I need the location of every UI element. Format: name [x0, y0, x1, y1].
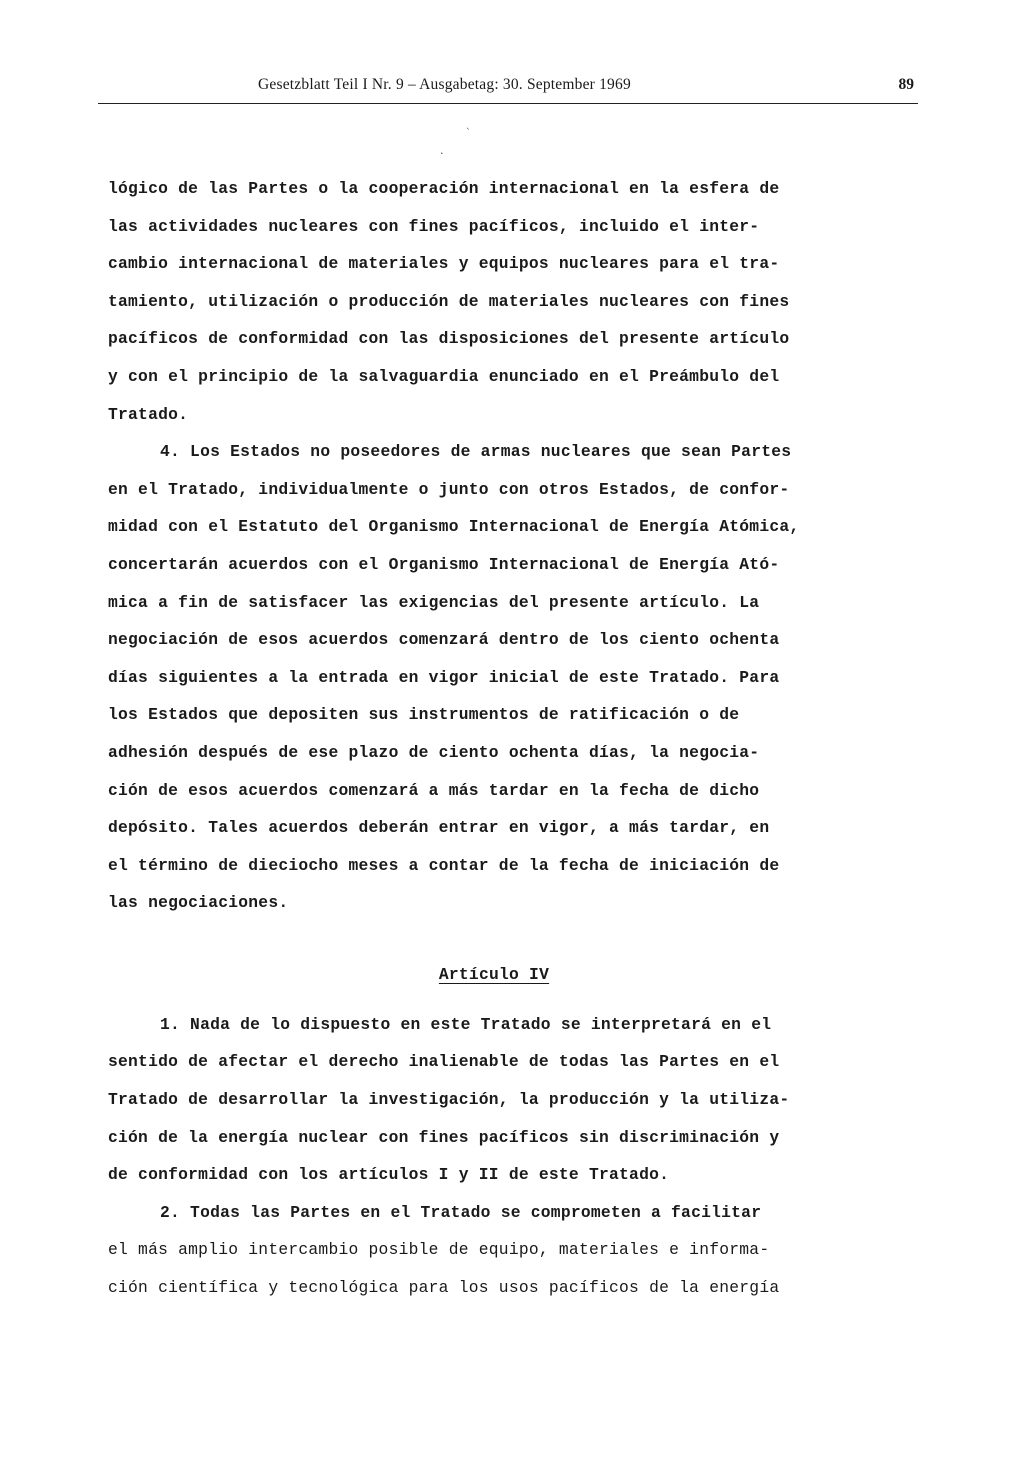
article-paragraph-1	[108, 1006, 880, 1194]
text-line: 2. Todas las Partes en el Tratado se comprometen a facilitar	[160, 1202, 762, 1222]
text-line: en el Tratado, individualmente o junto con otros Estados, de confor-	[108, 479, 790, 499]
paragraph-4	[108, 433, 880, 922]
header-title: Gesetzblatt Teil I Nr. 9 – Ausgabetag: 30. September 1969	[258, 76, 631, 93]
text-line: depósito. Tales acuerdos deberán entrar en vigor, a más tardar, en	[108, 818, 770, 838]
text-line: las negociaciones.	[108, 893, 289, 913]
text-line: Tratado.	[108, 404, 189, 424]
text-line: concertarán acuerdos con el Organismo Internacional de Energía Ató-	[108, 554, 780, 574]
text-line: 4. Los Estados no poseedores de armas nucleares que sean Partes	[160, 442, 792, 462]
header-rule	[98, 103, 918, 104]
text-line: negociación de esos acuerdos comenzará dentro de los ciento ochenta	[108, 630, 780, 650]
text-line: sentido de afectar el derecho inalienable de todas las Partes en el	[108, 1052, 780, 1072]
text-line: 1. Nada de lo dispuesto en este Tratado se interpretará en el	[160, 1014, 772, 1034]
page-number: 89	[898, 76, 914, 93]
paragraph-continued	[108, 170, 880, 433]
page-header	[98, 74, 918, 98]
scan-speck: `	[466, 128, 471, 138]
article-paragraph-2	[108, 1194, 880, 1307]
document-body	[108, 170, 880, 1307]
text-line: tamiento, utilización o producción de materiales nucleares con fines	[108, 291, 790, 311]
text-line: midad con el Estatuto del Organismo Internacional de Energía Atómica,	[108, 517, 800, 537]
text-line: Tratado de desarrollar la investigación, la producción y la utiliza-	[108, 1090, 790, 1110]
text-line: las actividades nucleares con fines pacíficos, incluido el inter-	[108, 216, 760, 236]
text-line: el término de dieciocho meses a contar de la fecha de iniciación de	[108, 855, 780, 875]
text-line: lógico de las Partes o la cooperación internacional en la esfera de	[108, 179, 780, 198]
text-line: los Estados que depositen sus instrumentos de ratificación o de	[108, 705, 740, 725]
scan-speck: ·	[440, 147, 444, 160]
text-line: días siguientes a la entrada en vigor inicial de este Tratado. Para	[108, 667, 780, 687]
text-line: de conformidad con los artículos I y II de este Tratado.	[108, 1165, 670, 1185]
text-line: ción de la energía nuclear con fines pacíficos sin discriminación y	[108, 1127, 780, 1147]
text-line: cambio internacional de materiales y equipos nucleares para el tra-	[108, 254, 780, 274]
text-line: pacíficos de conformidad con las disposiciones del presente artículo	[108, 329, 790, 349]
text-line: mica a fin de satisfacer las exigencias del presente artículo. La	[108, 592, 760, 612]
text-line: adhesión después de ese plazo de ciento ochenta días, la negocia-	[108, 742, 760, 762]
text-line: ción de esos acuerdos comenzará a más tardar en la fecha de dicho	[108, 780, 760, 800]
article-heading-wrap	[108, 956, 880, 996]
article-heading: Artículo IV	[438, 964, 550, 984]
text-line: el más amplio intercambio posible de equipo, materiales e informa-	[108, 1240, 770, 1260]
text-line: ción científica y tecnológica para los usos pacíficos de la energía	[108, 1278, 780, 1298]
text-line: y con el principio de la salvaguardia enunciado en el Preámbulo del	[108, 366, 780, 386]
